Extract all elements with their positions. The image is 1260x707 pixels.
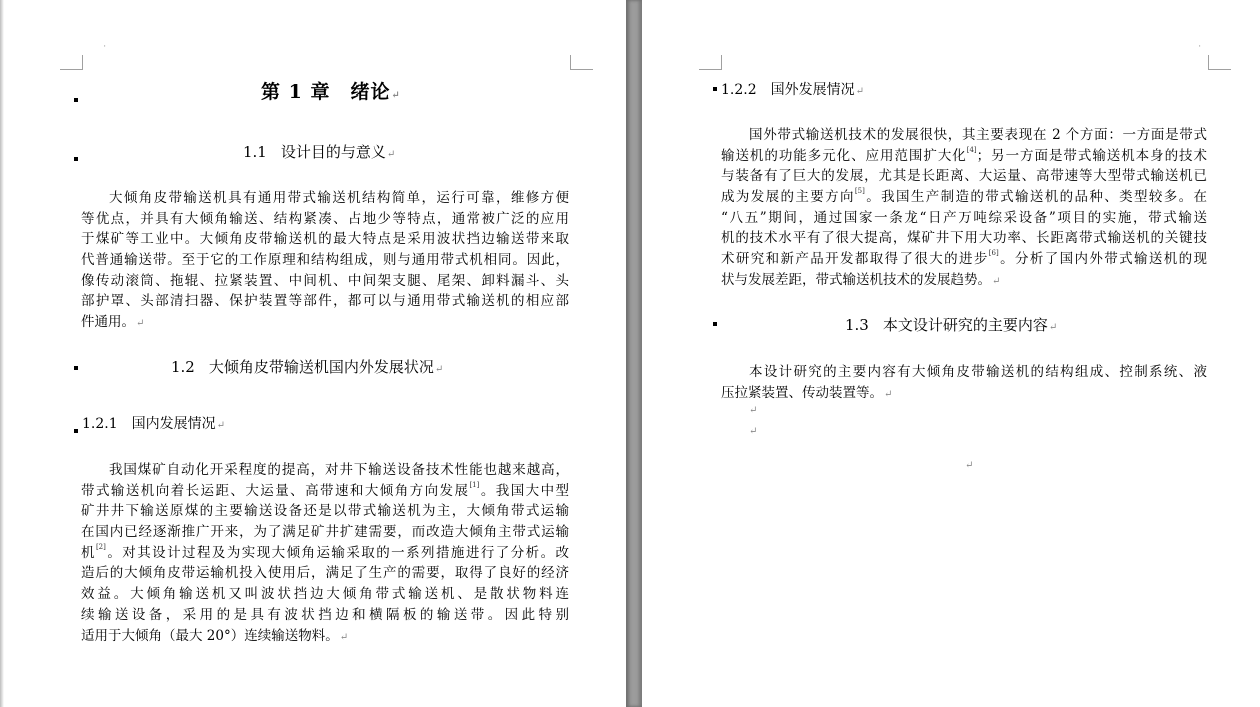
paragraph-line: 与装备有了巨大的发展，尤其是长距离、大运量、高带速等大型带式输送机已 [721, 168, 1207, 185]
crop-mark-top-right [1208, 55, 1231, 70]
paragraph-mark-bullet [74, 429, 78, 433]
paragraph-line: 效益。大倾角输送机又叫波状挡边大倾角带式输送机、是散状物料连 [81, 586, 569, 603]
return-mark: ↵ [216, 420, 226, 431]
paragraph-text: 术研究和新产品开发都取得了很大的进步 [721, 251, 989, 268]
section-title: 设计目的与意义 [280, 143, 386, 161]
page-separator [626, 0, 642, 707]
paragraph-line: 在国内已经逐渐推广开来，为了满足矿井扩建需要，而改造大倾角主带式运输 [81, 524, 569, 541]
paragraph-line [81, 312, 569, 333]
paragraph-line [721, 383, 1207, 404]
subsection-title: 国外发展情况 [770, 82, 855, 98]
paragraph-text: 状与发展差距，带式输送机技术的发展趋势。 [721, 271, 991, 288]
citation-ref[interactable]: [4] [966, 145, 977, 154]
return-mark: ↵ [855, 86, 865, 97]
paragraph-1-2-1 [81, 460, 569, 646]
paragraph-line [721, 249, 1207, 270]
paragraph-text: 。我国生产制造的带式输送机的品种、类型较多。在 [864, 189, 1207, 206]
paragraph-1-2-2 [721, 125, 1207, 291]
paragraph-line: 部护罩、头部清扫器、保护装置等部件，都可以与通用带式输送机的相应部 [81, 293, 569, 310]
section-title: 大倾角皮带输送机国内外发展状况 [208, 358, 434, 376]
paragraph-text: 压拉紧装置、传动装置等。 [721, 384, 883, 401]
section-number: 1.2 [171, 358, 195, 376]
crop-mark-top-left [60, 55, 83, 70]
citation-ref[interactable]: [6] [988, 249, 999, 258]
paragraph-line [721, 146, 1207, 167]
paragraph-line [721, 187, 1207, 208]
paragraph-line: 于煤矿等工业中。大倾角皮带输送机的最大特点是采用波状挡边输送带来取 [81, 231, 569, 248]
empty-paragraph-mark: ↵ [749, 405, 758, 416]
paragraph-line: “八五”期间，通过国家一条龙“日产万吨综采设备”项目的实施，带式输送 [721, 209, 1207, 226]
page-edge-shadow [0, 0, 4, 707]
paragraph-mark-bullet [74, 366, 78, 370]
paragraph-line: 造后的大倾角皮带运输机投入使用后，满足了生产的需要，取得了良好的经济 [81, 565, 569, 582]
paragraph-line: 代普通输送带。至于它的工作原理和结构组成，则与通用带式机相同。因此， [81, 252, 569, 269]
paragraph-1-3 [721, 362, 1207, 403]
paragraph-line: 矿井井下输送原煤的主要输送设备还是以带式输送机为主，大倾角带式运输 [81, 503, 569, 520]
empty-paragraph-mark: ↵ [749, 426, 758, 437]
section-number: 1.1 [243, 143, 267, 161]
paragraph-text: 输送机的功能多元化、应用范围扩大化 [721, 147, 967, 164]
paragraph-line: 大倾角皮带输送机具有通用带式输送机结构简单，运行可靠，维修方便 [109, 190, 569, 206]
paragraph-mark-bullet [713, 87, 717, 91]
paragraph-mark-bullet [713, 322, 717, 326]
return-mark: ↵ [884, 388, 893, 400]
return-mark: ↵ [386, 149, 396, 160]
paragraph-line: 等优点，并具有大倾角输送、结构紧凑、占地少等特点，通常被广泛的应用 [81, 210, 569, 227]
margin-tick-mark: ' [104, 45, 106, 52]
paragraph-line: 续输送设备，采用的是具有波状挡边和横隔板的输送带。因此特别 [81, 606, 569, 623]
chapter-title [261, 80, 401, 108]
crop-mark-top-left [699, 55, 722, 70]
citation-ref[interactable]: [5] [854, 187, 865, 196]
section-heading-1-2 [171, 357, 443, 380]
return-mark: ↵ [1048, 322, 1058, 333]
paragraph-text: 。对其设计过程及为实现大倾角运输采取的一系列措施进行了分析。改 [105, 544, 569, 561]
paragraph-text: 。分析了国内外带式输送机的现 [998, 251, 1207, 268]
return-mark: ↵ [339, 631, 349, 643]
paragraph-mark-bullet [74, 157, 78, 161]
return-mark: ↵ [992, 275, 1001, 287]
subsection-heading-1-2-1 [82, 414, 225, 436]
citation-ref[interactable]: [2] [95, 542, 106, 551]
section-number: 1.3 [845, 316, 869, 334]
paragraph-text: ；另一方面是带式输送机本身的技术 [976, 147, 1207, 164]
chapter-title-text: 第 1 章 绪论 [261, 81, 391, 103]
paragraph-text: 带式输送机向着长运距、大运量、高带速和大倾角方向发展 [81, 482, 470, 499]
return-mark: ↵ [136, 318, 145, 330]
section-heading-1-3 [845, 315, 1057, 338]
paragraph-line: 像传动滚筒、拖辊、拉紧装置、中间机、中间架支腿、尾架、卸料漏斗、头 [81, 272, 569, 289]
paragraph-line [81, 626, 569, 647]
paragraph-text: 适用于大倾角（最大 20°）连续输送物料。 [81, 627, 339, 644]
return-mark: ↵ [434, 364, 444, 375]
subsection-number: 1.2.2 [721, 82, 757, 98]
paragraph-text: 件通用。 [81, 314, 135, 331]
subsection-heading-1-2-2 [721, 80, 864, 102]
empty-paragraph-mark: ↵ [965, 460, 974, 471]
section-heading-1-1 [243, 142, 395, 165]
page-left[interactable] [0, 0, 626, 707]
paragraph-line: 机的技术水平有了很大提高，煤矿井下用大功率、长距离带式输送机的关键技 [721, 230, 1207, 247]
paragraph-line: 国外带式输送机技术的发展很快，其主要表现在 2 个方面：一方面是带式 [749, 127, 1207, 143]
paragraph-line [721, 270, 1207, 291]
paragraph-text: 机 [81, 544, 96, 561]
citation-ref[interactable]: [1] [469, 480, 480, 489]
page-right[interactable] [642, 0, 1260, 707]
paragraph-text: 。我国大中型 [479, 482, 569, 499]
paragraph-line: 我国煤矿自动化开采程度的提高，对井下输送设备技术性能也越来越高， [109, 462, 569, 478]
paragraph-line [81, 543, 569, 564]
return-mark: ↵ [391, 90, 401, 101]
paragraph-line [81, 481, 569, 502]
section-title: 本文设计研究的主要内容 [882, 316, 1048, 334]
crop-mark-top-right [570, 55, 593, 70]
subsection-number: 1.2.1 [82, 416, 118, 432]
paragraph-mark-bullet [74, 98, 78, 102]
paragraph-line: 本设计研究的主要内容有大倾角皮带输送机的结构组成、控制系统、液 [749, 364, 1207, 380]
margin-tick-mark: ' [1199, 45, 1201, 52]
subsection-title: 国内发展情况 [131, 416, 216, 432]
paragraph-1-1 [81, 188, 569, 333]
paragraph-text: 成为发展的主要方向 [721, 189, 855, 206]
